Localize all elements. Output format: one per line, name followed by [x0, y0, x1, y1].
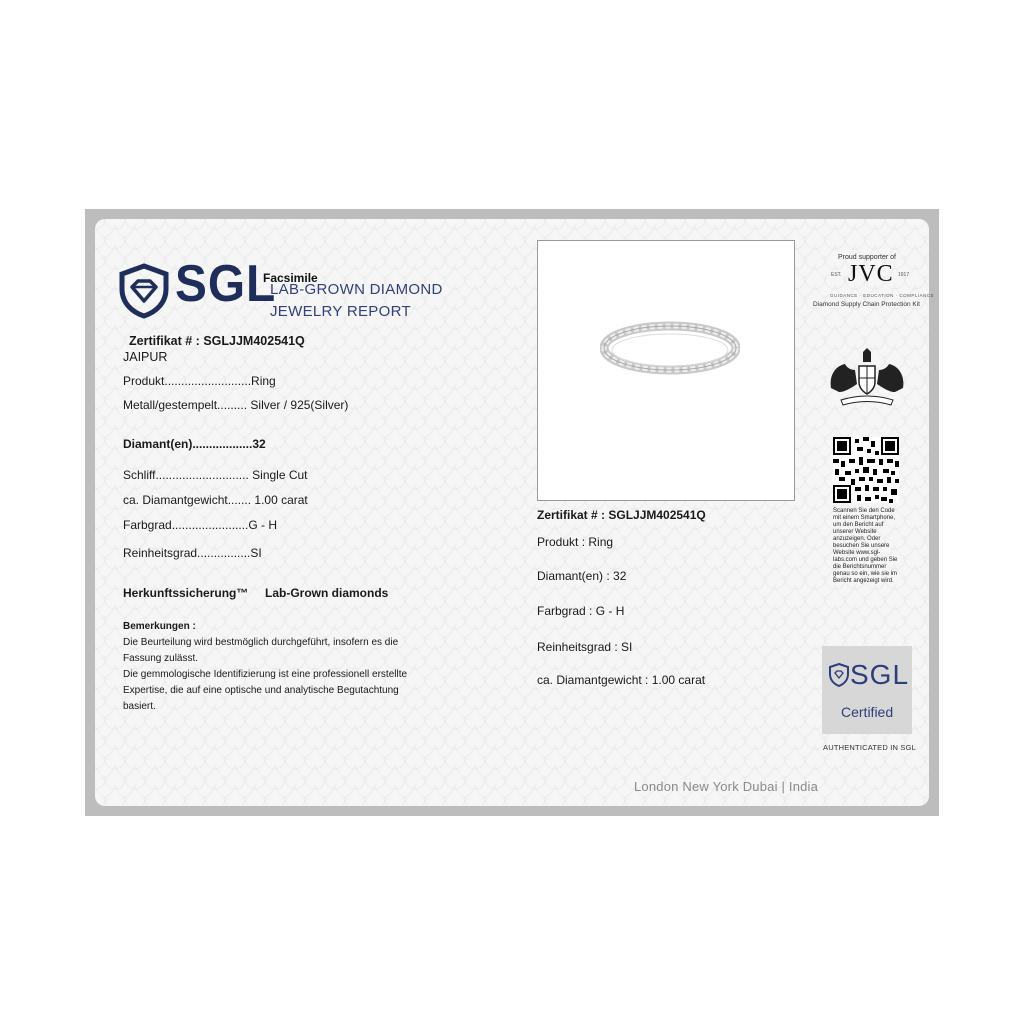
- detail-row-metal: [123, 398, 348, 412]
- remarks-line: Die Beurteilung wird bestmöglich durchgeführt, insofern es die: [123, 637, 399, 648]
- remarks-line: Expertise, die auf eine optische und analytische Begutachtung: [123, 685, 399, 696]
- detail-value: 32: [252, 437, 266, 451]
- remarks-line: Die gemmologische Identifizierung ist eine professionell erstellte: [123, 669, 408, 680]
- right-detail-color: Farbgrad : G - H: [537, 604, 625, 618]
- crest-icon: [825, 348, 909, 408]
- detail-row-diamonds: [123, 437, 266, 451]
- brand-logo-text: SGL: [175, 255, 277, 313]
- detail-value: SI: [250, 546, 262, 560]
- qr-code: [833, 437, 899, 503]
- detail-label: Metall/gestempelt.........: [123, 398, 248, 412]
- certificate-number: Zertifikat # : SGLJJM402541Q: [129, 334, 305, 348]
- ring-image: [600, 318, 740, 378]
- detail-value: 1.00 carat: [251, 493, 308, 507]
- jvc-subline: GUIDANCE · EDUCATION · COMPLIANCE: [830, 293, 935, 298]
- certified-shield-icon: [829, 663, 849, 687]
- detail-value: G - H: [248, 518, 278, 532]
- right-detail-diamonds: Diamant(en) : 32: [537, 569, 627, 583]
- detail-label: Produkt..........................: [123, 374, 252, 388]
- right-detail-product: Produkt : Ring: [537, 535, 614, 549]
- report-title-line1: LAB-GROWN DIAMOND: [270, 281, 443, 298]
- scan-instructions: Scannen Sie den Code mit einem Smartphone, um den Bericht auf unserer Website anzuzeigen. Oder besuchen Sie unsere Website www.sgl-labs.com und geben Sie die Berichtsnummer genau so ein, wie sie im Bericht angezeigt wird.: [833, 508, 898, 584]
- detail-value: Silver / 925(Silver): [247, 398, 349, 412]
- city-label: JAIPUR: [123, 350, 168, 364]
- certified-label: Certified: [841, 704, 894, 720]
- right-detail-weight: ca. Diamantgewicht : 1.00 carat: [537, 673, 706, 687]
- detail-label: ca. Diamantgewicht.......: [123, 493, 252, 507]
- detail-row-clarity: [123, 546, 262, 560]
- provenance-value: Lab-Grown diamonds: [265, 586, 389, 600]
- detail-row-weight: [123, 493, 308, 507]
- detail-row-product: [123, 374, 276, 388]
- jvc-supporter-text: Proud supporter of: [838, 254, 896, 261]
- certified-brand: SGL: [850, 659, 910, 690]
- provenance-label: Herkunftssicherung™: [123, 586, 249, 600]
- right-certificate-number: Zertifikat # : SGLJJM402541Q: [537, 508, 706, 522]
- jvc-est: EST.: [831, 272, 842, 278]
- remarks-line: basiert.: [123, 701, 156, 712]
- remarks-block: [123, 619, 443, 715]
- jvc-year: 1917: [898, 272, 910, 278]
- detail-label: Schliff............................: [123, 468, 249, 482]
- detail-label: Farbgrad.......................: [123, 518, 249, 532]
- right-detail-clarity: Reinheitsgrad : SI: [537, 640, 633, 654]
- report-title-line2: JEWELRY REPORT: [270, 303, 411, 320]
- facsimile-label: Facsimile: [263, 271, 318, 285]
- detail-row-cut: [123, 468, 308, 482]
- detail-value: Single Cut: [248, 468, 308, 482]
- jvc-kit-text: Diamond Supply Chain Protection Kit: [813, 301, 920, 308]
- authenticated-label: AUTHENTICATED IN SGL: [823, 743, 917, 752]
- detail-label: Reinheitsgrad................: [123, 546, 251, 560]
- office-locations: London New York Dubai | India: [634, 779, 819, 794]
- detail-value: Ring: [251, 374, 276, 388]
- detail-label: Diamant(en)..................: [123, 437, 253, 451]
- remarks-line: Fassung zulässt.: [123, 653, 199, 664]
- remarks-title: Bemerkungen :: [123, 621, 196, 632]
- detail-row-color: [123, 518, 277, 532]
- shield-logo-icon: [118, 263, 170, 319]
- jvc-logo: JVC: [848, 261, 894, 287]
